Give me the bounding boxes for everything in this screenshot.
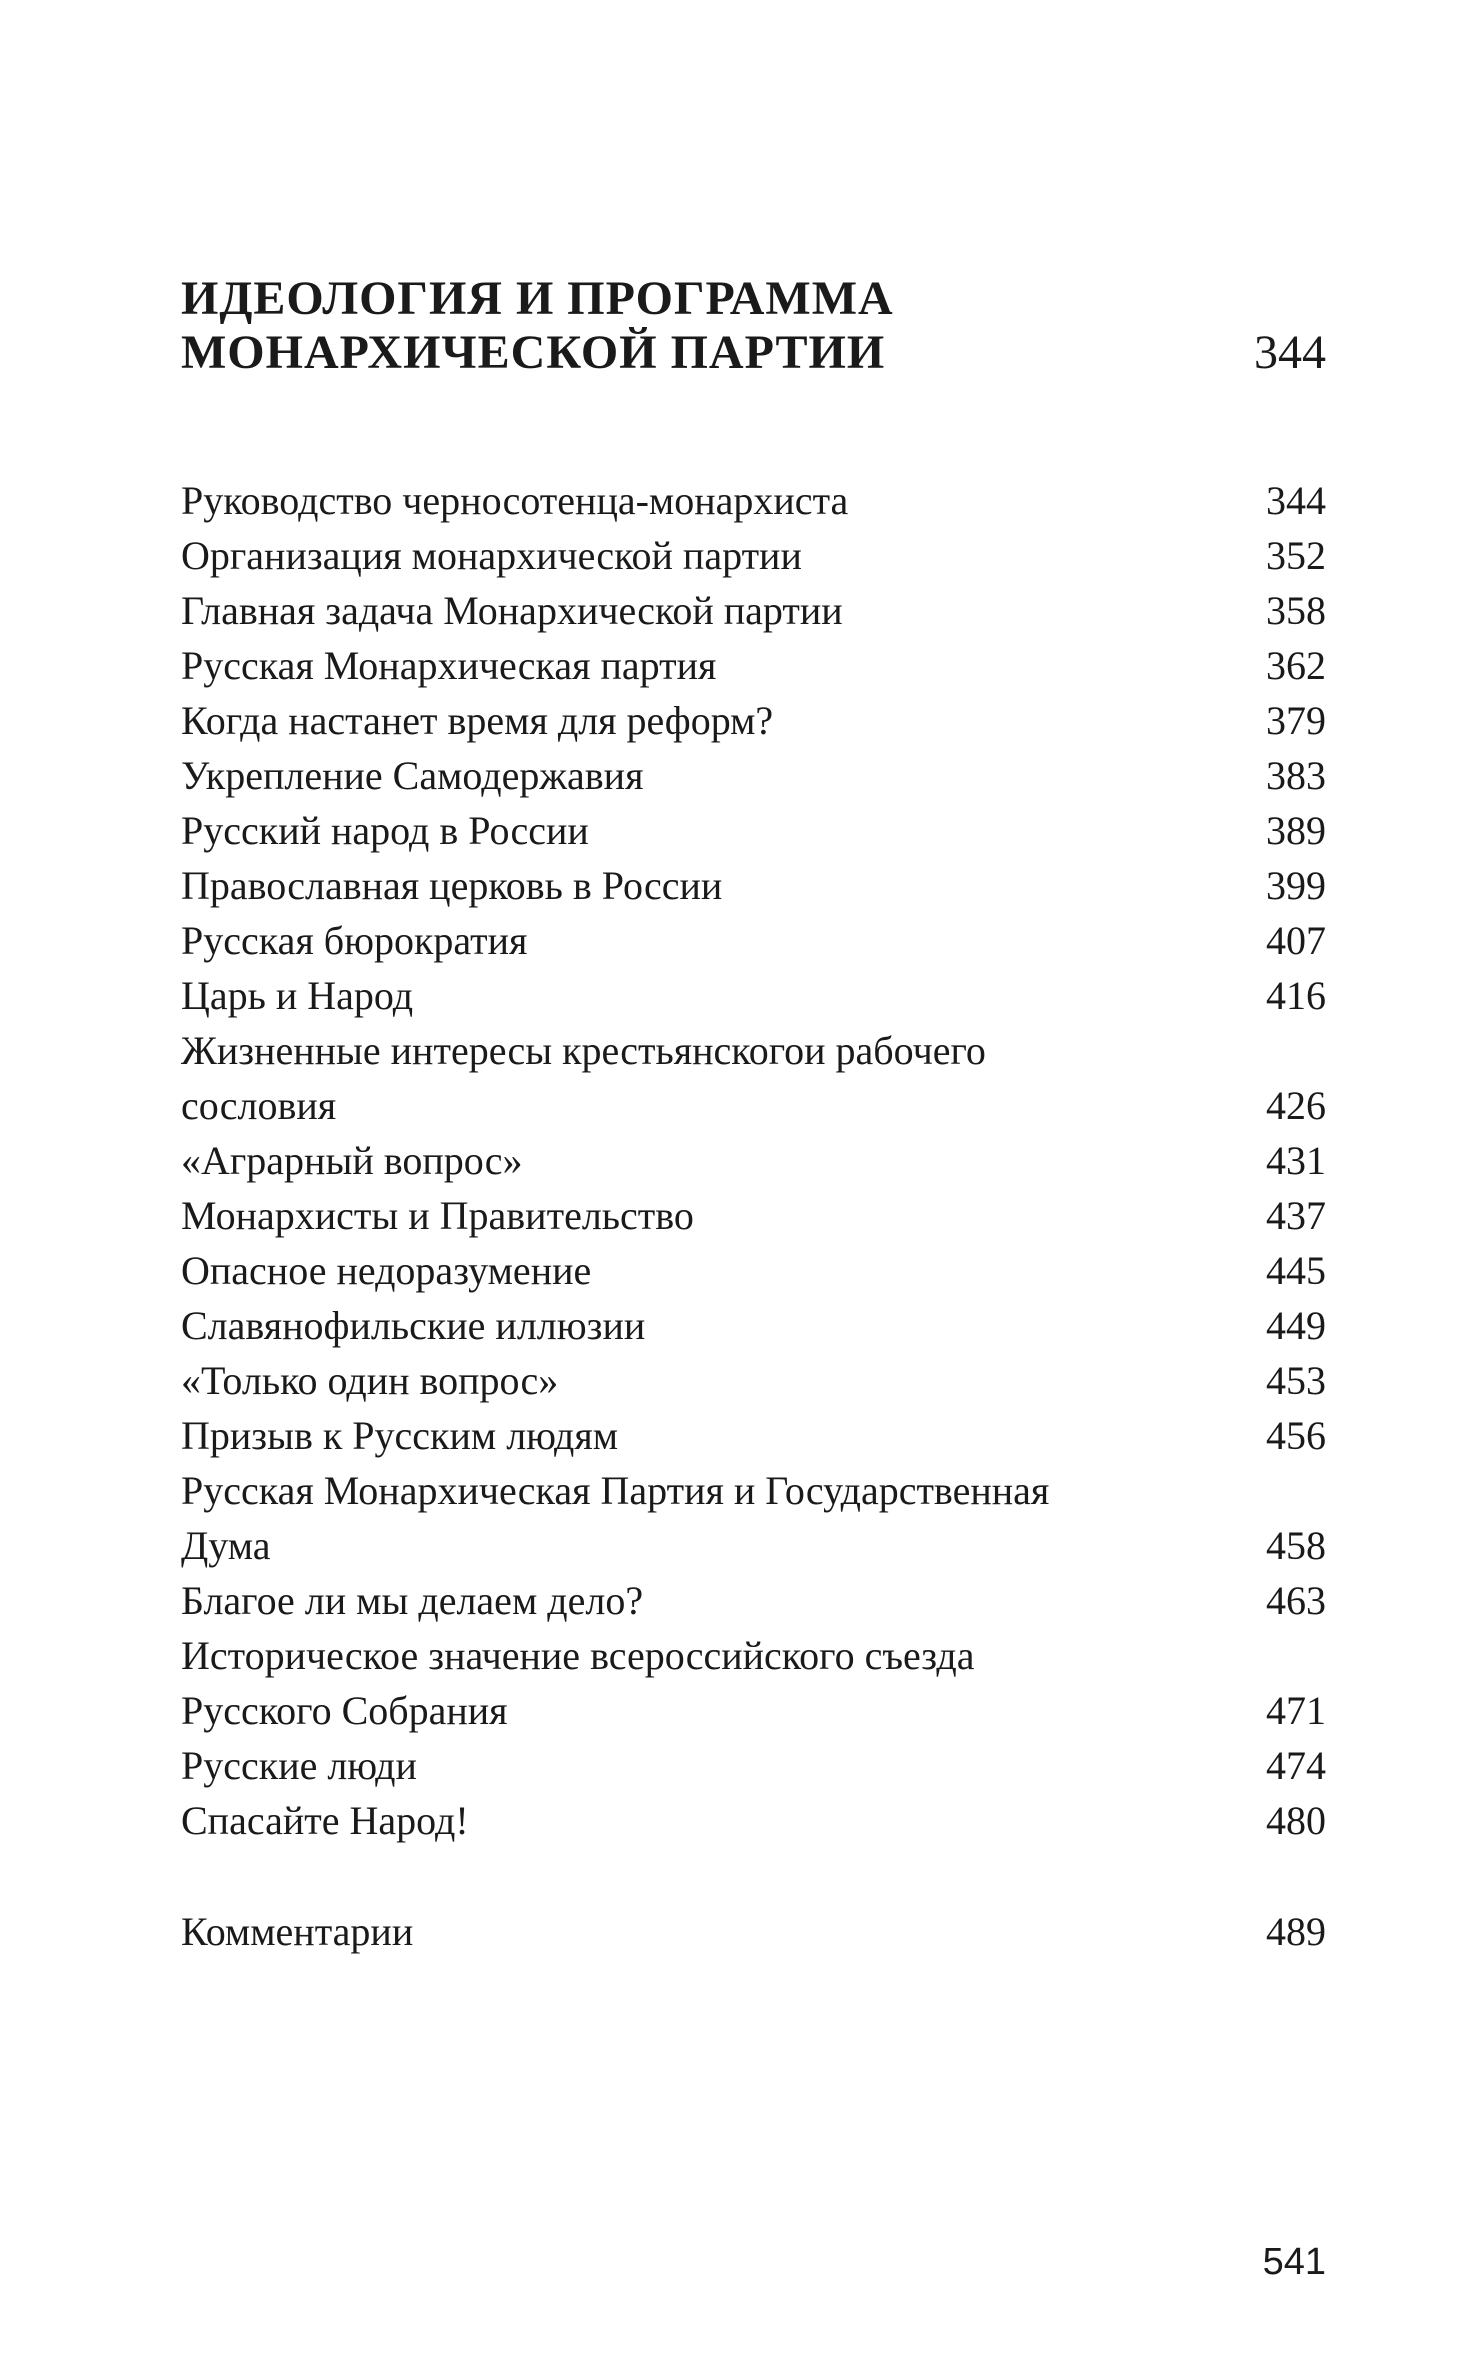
toc-entry xyxy=(181,748,1326,803)
toc-entry-page: 471 xyxy=(1266,1688,1326,1733)
toc-entry-title: Русский народ в России xyxy=(181,808,589,853)
folio-page-number: 541 xyxy=(1262,2241,1326,2283)
toc-entry xyxy=(181,1793,1326,1848)
toc-entry xyxy=(181,1023,1326,1133)
toc-entry-title: Русская бюрократия xyxy=(181,918,528,963)
toc-entry-page: 344 xyxy=(1266,478,1326,523)
toc-entry-page: 426 xyxy=(1266,1083,1326,1128)
toc-entry-title: Когда настанет время для реформ? xyxy=(181,698,774,743)
toc-entry-page: 358 xyxy=(1266,588,1326,633)
section-title-line-2: МОНАРХИЧЕСКОЙ ПАРТИИ xyxy=(181,326,886,379)
toc-entry-page: 431 xyxy=(1266,1138,1326,1183)
toc-entry xyxy=(181,803,1326,858)
toc-entry-page: 449 xyxy=(1266,1303,1326,1348)
toc-entry-title: Историческое значение всероссийского съезда xyxy=(181,1633,975,1678)
toc-entry-title: Главная задача Монархической партии xyxy=(181,588,843,633)
toc-entry-page: 383 xyxy=(1266,753,1326,798)
toc-entry-page: 463 xyxy=(1266,1578,1326,1623)
toc-entry-commentary xyxy=(181,1904,1326,1959)
toc-entry-page: 352 xyxy=(1266,533,1326,578)
toc-entry-page: 437 xyxy=(1266,1193,1326,1238)
toc-entry-page: 399 xyxy=(1266,863,1326,908)
toc-entry xyxy=(181,638,1326,693)
toc-entry xyxy=(181,1463,1326,1573)
toc-entry-title: Благое ли мы делаем дело? xyxy=(181,1578,644,1623)
toc-entry xyxy=(181,1133,1326,1188)
toc-entry xyxy=(181,1353,1326,1408)
toc-entry-title: «Аграрный вопрос» xyxy=(181,1138,523,1183)
toc-entry-page: 362 xyxy=(1266,643,1326,688)
toc-entry-page: 456 xyxy=(1266,1413,1326,1458)
toc-entry-title: Организация монархической партии xyxy=(181,533,802,578)
toc-entry-page: 416 xyxy=(1266,973,1326,1018)
toc-entry xyxy=(181,693,1326,748)
toc-entry-title: Монархисты и Правительство xyxy=(181,1193,694,1238)
toc-entry xyxy=(181,1243,1326,1298)
toc-entry xyxy=(181,1298,1326,1353)
toc-entry xyxy=(181,858,1326,913)
toc-entry-title: Царь и Народ xyxy=(181,973,414,1018)
toc-entry-page: 389 xyxy=(1266,808,1326,853)
toc-entry-title: Русская Монархическая партия xyxy=(181,643,717,688)
toc-entry-page: 453 xyxy=(1266,1358,1326,1403)
toc-entry-title-continuation: Русского Собрания xyxy=(181,1688,508,1733)
toc-entry xyxy=(181,1573,1326,1628)
toc-entry-title: Укрепление Самодержавия xyxy=(181,753,644,798)
toc-entry-page: 379 xyxy=(1266,698,1326,743)
toc-entry-title: «Только один вопрос» xyxy=(181,1358,559,1403)
toc-entry-title-continuation: Дума xyxy=(181,1523,271,1568)
toc-entry-page: 489 xyxy=(1266,1909,1326,1954)
toc-entry-title-continuation: сословия xyxy=(181,1083,337,1128)
toc-entry xyxy=(181,1628,1326,1738)
toc-entry-title: Русские люди xyxy=(181,1743,417,1788)
toc-entry-page: 458 xyxy=(1266,1523,1326,1568)
section-page-number: 344 xyxy=(1254,326,1326,379)
toc-entry xyxy=(181,473,1326,528)
toc-entry-title: Русская Монархическая Партия и Государственная xyxy=(181,1468,1050,1513)
section-heading xyxy=(181,272,1326,380)
toc-entry-title: Опасное недоразумение xyxy=(181,1248,592,1293)
section-title-line-1: ИДЕОЛОГИЯ И ПРОГРАММА xyxy=(181,272,894,325)
toc-entry xyxy=(181,1188,1326,1243)
toc-entry-title: Жизненные интересы крестьянскогои рабочего xyxy=(181,1028,986,1073)
toc-entry xyxy=(181,1738,1326,1793)
toc-entry-page: 480 xyxy=(1266,1798,1326,1843)
toc-entry xyxy=(181,1408,1326,1463)
toc-entry xyxy=(181,583,1326,638)
toc-entry xyxy=(181,913,1326,968)
toc-entry-title: Призыв к Русским людям xyxy=(181,1413,619,1458)
toc-entry-page: 407 xyxy=(1266,918,1326,963)
toc-entry-page: 445 xyxy=(1266,1248,1326,1293)
toc-entry xyxy=(181,528,1326,583)
toc-entry-title: Спасайте Народ! xyxy=(181,1798,469,1843)
toc-entry-title: Руководство черносотенца-монархиста xyxy=(181,478,849,523)
toc-entry xyxy=(181,968,1326,1023)
toc-entry-title: Комментарии xyxy=(181,1909,414,1954)
table-of-contents xyxy=(181,473,1326,1959)
toc-entry-title: Православная церковь в России xyxy=(181,863,723,908)
toc-entry-page: 474 xyxy=(1266,1743,1326,1788)
toc-entry-title: Славянофильские иллюзии xyxy=(181,1303,646,1348)
